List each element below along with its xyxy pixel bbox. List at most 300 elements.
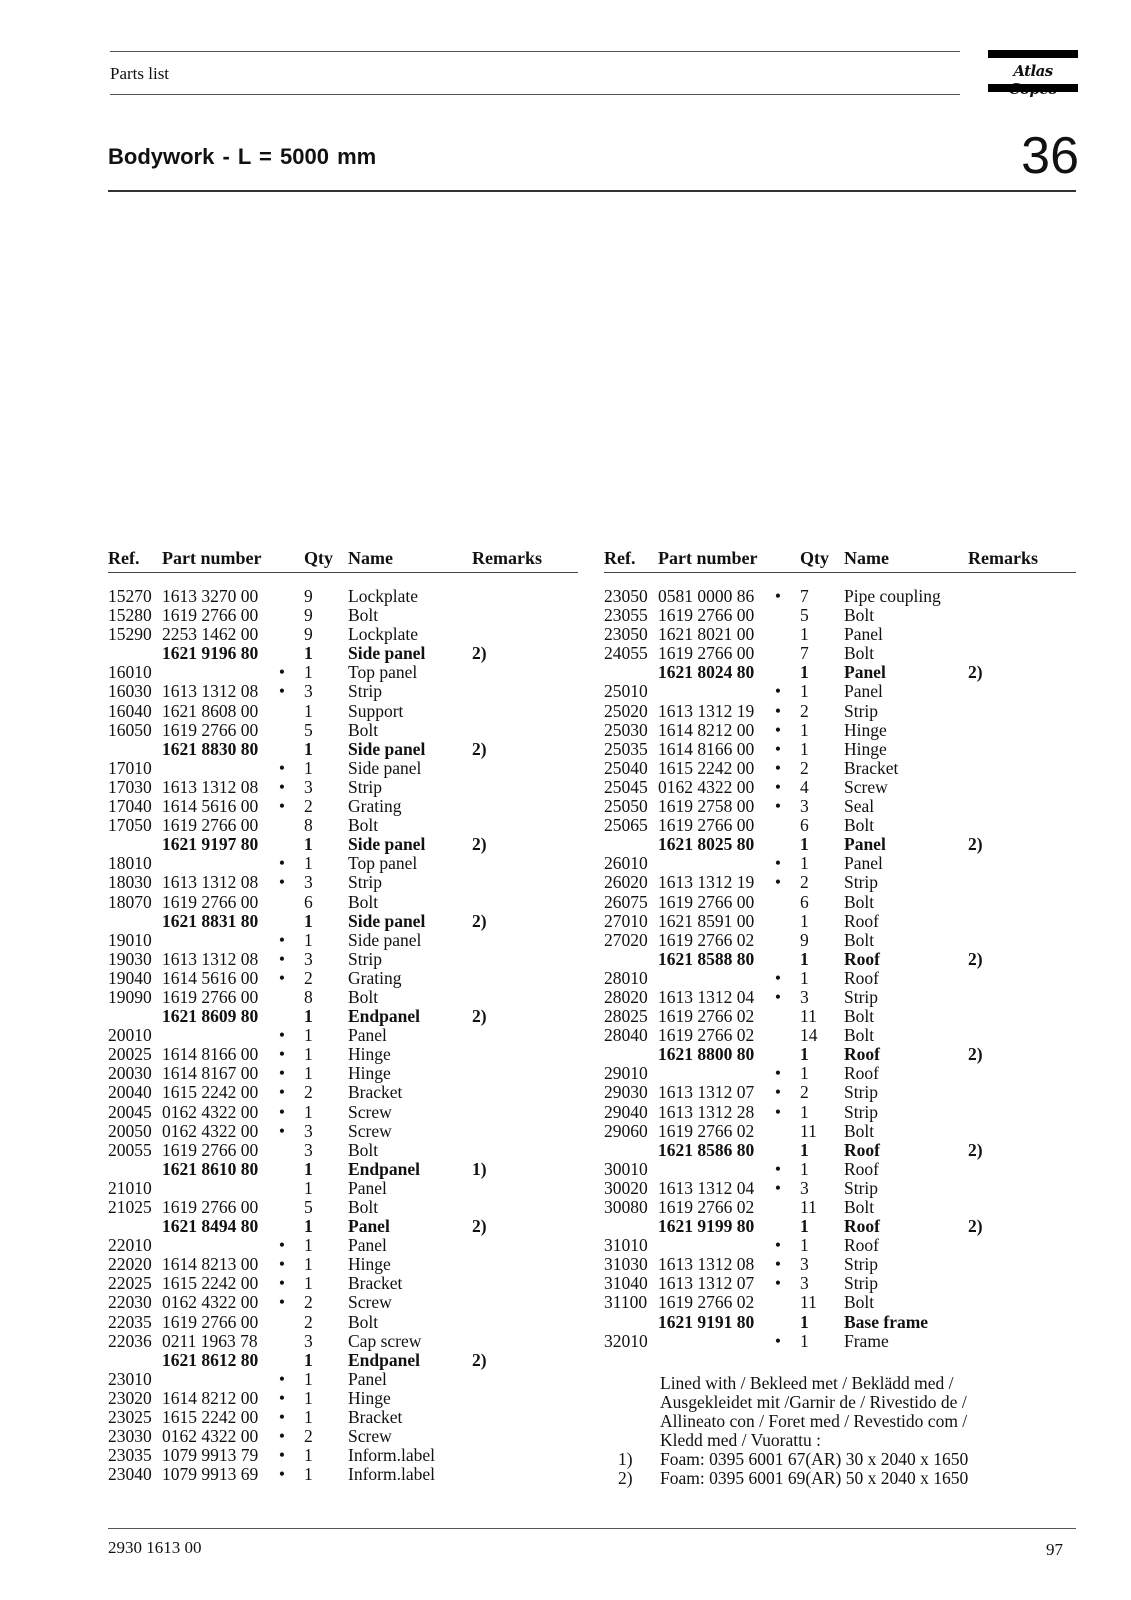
name-cell: Strip: [348, 872, 383, 893]
bullet-marker: •: [774, 1063, 782, 1084]
table-row: [604, 1064, 1076, 1083]
part-number-cell: 1619 2766 02: [658, 929, 755, 950]
qty-cell: 1: [304, 1349, 313, 1370]
table-header: [108, 548, 578, 572]
qty-cell: 2: [304, 796, 313, 817]
ref-cell: 31040: [604, 1273, 648, 1294]
part-number-cell: 1614 8166 00: [162, 1044, 259, 1065]
table-row: [604, 1007, 1076, 1026]
part-number-cell: 1619 2766 02: [658, 1120, 755, 1141]
assembly-row: [108, 835, 578, 854]
name-cell: Bolt: [348, 986, 379, 1007]
part-number-cell: 1614 8213 00: [162, 1254, 259, 1275]
name-cell: Inform.label: [348, 1464, 435, 1485]
qty-cell: 8: [304, 986, 313, 1007]
ref-cell: 23050: [604, 624, 648, 645]
table-row: [108, 1103, 578, 1122]
remarks-cell: 2): [968, 662, 983, 683]
ref-cell: 25010: [604, 681, 648, 702]
qty-cell: 3: [304, 948, 313, 969]
table-row: [108, 1236, 578, 1255]
part-number-cell: 0162 4322 00: [162, 1426, 259, 1447]
col-header-ref: Ref.: [108, 548, 140, 568]
table-row: [604, 873, 1076, 892]
part-number-cell: 1613 1312 08: [162, 872, 259, 893]
table-row: [604, 931, 1076, 950]
assembly-row: [604, 835, 1076, 854]
table-row: [604, 797, 1076, 816]
table-row: [108, 797, 578, 816]
table-row: [108, 1332, 578, 1351]
part-number-cell: 1619 2766 00: [162, 1197, 259, 1217]
table-row: [108, 1141, 578, 1160]
qty-cell: 6: [800, 891, 809, 912]
qty-cell: 1: [304, 662, 313, 683]
table-row: [108, 988, 578, 1007]
qty-cell: 1: [304, 1158, 313, 1179]
qty-cell: 1: [304, 1254, 313, 1275]
qty-cell: 3: [800, 1273, 809, 1294]
name-cell: Bolt: [348, 891, 379, 912]
bullet-marker: •: [278, 853, 286, 874]
qty-cell: 1: [304, 1235, 313, 1256]
table-row: [604, 1103, 1076, 1122]
qty-cell: 1: [800, 1216, 809, 1237]
bullet-marker: •: [774, 796, 782, 817]
qty-cell: 1: [800, 834, 809, 855]
table-row: [604, 625, 1076, 644]
qty-cell: 1: [304, 853, 313, 874]
qty-cell: 1: [800, 624, 809, 645]
remarks-cell: 2): [472, 910, 487, 931]
table-body: [108, 587, 578, 1484]
table-row: [108, 587, 578, 606]
qty-cell: 3: [304, 681, 313, 702]
bullet-marker: •: [278, 872, 286, 893]
qty-cell: 4: [800, 776, 809, 797]
name-cell: Strip: [844, 1273, 879, 1294]
ref-cell: 23010: [108, 1368, 152, 1389]
ref-cell: 23035: [108, 1445, 152, 1466]
ref-cell: 16050: [108, 719, 152, 740]
name-cell: Endpanel: [348, 1158, 420, 1179]
name-cell: Screw: [844, 776, 888, 797]
ref-cell: 31030: [604, 1254, 648, 1275]
name-cell: Frame: [844, 1330, 889, 1351]
part-number-cell: 1619 2766 00: [162, 815, 259, 836]
bullet-marker: •: [774, 681, 782, 702]
page-number: 97: [1046, 1540, 1063, 1559]
table-row: [604, 1083, 1076, 1102]
note-text: Lined with / Bekleed met / Beklädd med /: [660, 1373, 954, 1393]
ref-cell: 23025: [108, 1407, 152, 1428]
col-header-remarks: Remarks: [968, 548, 1038, 568]
part-number-cell: 1619 2766 00: [658, 605, 755, 626]
ref-cell: 31010: [604, 1235, 648, 1256]
part-number-cell: 1614 8166 00: [658, 738, 755, 759]
table-row: [108, 1293, 578, 1312]
name-cell: Cap screw: [348, 1330, 422, 1351]
part-number-cell: 1621 8609 80: [162, 1006, 259, 1027]
bullet-marker: •: [278, 1044, 286, 1065]
name-cell: Panel: [844, 662, 886, 683]
parts-table-left: [108, 548, 578, 1484]
part-number-cell: 1621 8830 80: [162, 738, 259, 759]
ref-cell: 25020: [604, 700, 648, 721]
bullet-marker: •: [774, 1235, 782, 1256]
qty-cell: 1: [800, 1235, 809, 1256]
table-row: [108, 1274, 578, 1293]
table-row: [604, 606, 1076, 625]
table-row: [604, 587, 1076, 606]
bullet-marker: •: [278, 796, 286, 817]
name-cell: Bolt: [348, 605, 379, 626]
ref-cell: 22010: [108, 1235, 152, 1256]
name-cell: Bolt: [844, 605, 875, 626]
ref-cell: 28040: [604, 1025, 648, 1046]
remarks-cell: 2): [472, 738, 487, 759]
name-cell: Strip: [348, 776, 383, 797]
table-body: [604, 587, 1076, 1351]
name-cell: Screw: [348, 1426, 392, 1447]
ref-cell: 23040: [108, 1464, 152, 1485]
name-cell: Bolt: [348, 1139, 379, 1160]
table-row: [108, 854, 578, 873]
table-header-rule: [108, 572, 578, 573]
bullet-marker: •: [774, 1082, 782, 1103]
bullet-marker: •: [278, 1063, 286, 1084]
ref-cell: 28025: [604, 1006, 648, 1027]
qty-cell: 9: [800, 929, 809, 950]
qty-cell: 1: [304, 929, 313, 950]
bullet-marker: •: [774, 700, 782, 721]
qty-cell: 2: [800, 1082, 809, 1103]
part-number-cell: 1619 2766 02: [658, 1006, 755, 1027]
qty-cell: 7: [800, 586, 809, 606]
part-number-cell: 1621 8612 80: [162, 1349, 259, 1370]
table-row: [108, 1122, 578, 1141]
qty-cell: 1: [800, 738, 809, 759]
part-number-cell: 1613 1312 28: [658, 1101, 755, 1122]
name-cell: Bracket: [348, 1082, 403, 1103]
bullet-marker: •: [278, 681, 286, 702]
qty-cell: 9: [304, 605, 313, 626]
assembly-row: [604, 663, 1076, 682]
qty-cell: 1: [304, 1006, 313, 1027]
part-number-cell: 1613 1312 19: [658, 872, 755, 893]
table-header-rule: [604, 572, 1076, 573]
name-cell: Strip: [844, 700, 879, 721]
part-number-cell: 1614 8167 00: [162, 1063, 259, 1084]
name-cell: Strip: [844, 1177, 879, 1198]
name-cell: Roof: [844, 967, 879, 988]
qty-cell: 6: [304, 891, 313, 912]
qty-cell: 8: [304, 815, 313, 836]
table-row: [108, 969, 578, 988]
name-cell: Strip: [844, 1082, 879, 1103]
ref-cell: 20045: [108, 1101, 152, 1122]
bullet-marker: •: [278, 757, 286, 778]
part-number-cell: 1619 2766 00: [162, 719, 259, 740]
remarks-cell: 2): [968, 1139, 983, 1160]
ref-cell: 20010: [108, 1025, 152, 1046]
table-row: [604, 912, 1076, 931]
table-row: [108, 1389, 578, 1408]
qty-cell: 3: [800, 1254, 809, 1275]
name-cell: Roof: [844, 948, 880, 969]
qty-cell: 3: [304, 776, 313, 797]
qty-cell: 2: [304, 1292, 313, 1313]
name-cell: Bolt: [844, 1025, 875, 1046]
ref-cell: 19030: [108, 948, 152, 969]
ref-cell: 26010: [604, 853, 648, 874]
ref-cell: 17040: [108, 796, 152, 817]
name-cell: Bolt: [348, 1311, 379, 1332]
qty-cell: 1: [800, 948, 809, 969]
part-number-cell: 1613 1312 08: [162, 681, 259, 702]
qty-cell: 11: [800, 1197, 817, 1217]
table-row: [108, 721, 578, 740]
bullet-marker: •: [278, 1082, 286, 1103]
qty-cell: 3: [304, 872, 313, 893]
name-cell: Seal: [844, 796, 875, 817]
table-row: [108, 1313, 578, 1332]
table-row: [108, 931, 578, 950]
bullet-marker: •: [774, 719, 782, 740]
qty-cell: 1: [304, 1177, 313, 1198]
name-cell: Pipe coupling: [844, 586, 941, 606]
note-text: Ausgekleidet mit /Garnir de / Rivestido de /: [660, 1392, 967, 1412]
table-header: [604, 548, 1076, 572]
name-cell: Inform.label: [348, 1445, 435, 1466]
qty-cell: 1: [304, 1101, 313, 1122]
name-cell: Strip: [844, 1101, 879, 1122]
name-cell: Endpanel: [348, 1006, 420, 1027]
ref-cell: 20040: [108, 1082, 152, 1103]
qty-cell: 1: [800, 1063, 809, 1084]
qty-cell: 1: [800, 662, 809, 683]
ref-cell: 19090: [108, 986, 152, 1007]
bullet-marker: •: [774, 853, 782, 874]
name-cell: Top panel: [348, 662, 418, 683]
ref-cell: 25065: [604, 815, 648, 836]
table-row: [604, 1026, 1076, 1045]
bullet-marker: •: [278, 929, 286, 950]
ref-cell: 24055: [604, 643, 648, 664]
bullet-marker: •: [774, 1158, 782, 1179]
name-cell: Bolt: [844, 815, 875, 836]
ref-cell: 23030: [108, 1426, 152, 1447]
qty-cell: 3: [800, 1177, 809, 1198]
part-number-cell: 1621 8608 00: [162, 700, 259, 721]
qty-cell: 1: [304, 1273, 313, 1294]
bullet-marker: •: [278, 1254, 286, 1275]
name-cell: Side panel: [348, 738, 426, 759]
qty-cell: 2: [304, 1082, 313, 1103]
name-cell: Base frame: [844, 1311, 929, 1332]
part-number-cell: 1619 2766 00: [162, 986, 259, 1007]
ref-cell: 30080: [604, 1197, 648, 1217]
table-row: [604, 988, 1076, 1007]
remarks-cell: 1): [472, 1158, 487, 1179]
ref-cell: 25050: [604, 796, 648, 817]
footnote-mark: 2): [618, 1468, 633, 1488]
name-cell: Panel: [348, 1235, 387, 1256]
ref-cell: 20025: [108, 1044, 152, 1065]
part-number-cell: 1619 2766 02: [658, 1197, 755, 1217]
table-row: [108, 663, 578, 682]
name-cell: Strip: [844, 872, 879, 893]
name-cell: Strip: [348, 681, 383, 702]
name-cell: Side panel: [348, 757, 422, 778]
part-number-cell: 1621 9196 80: [162, 643, 259, 664]
ref-cell: 25030: [604, 719, 648, 740]
bullet-marker: •: [774, 1330, 782, 1351]
remarks-cell: 2): [472, 1006, 487, 1027]
bullet-marker: •: [278, 1235, 286, 1256]
assembly-row: [604, 1141, 1076, 1160]
table-row: [604, 816, 1076, 835]
ref-cell: 18070: [108, 891, 152, 912]
table-row: [108, 702, 578, 721]
part-number-cell: 1619 2766 00: [162, 1311, 259, 1332]
bullet-marker: •: [278, 1025, 286, 1046]
table-row: [108, 1370, 578, 1389]
part-number-cell: 1621 8588 80: [658, 948, 755, 969]
table-row: [108, 950, 578, 969]
part-number-cell: 0162 4322 00: [162, 1292, 259, 1313]
table-row: [108, 1446, 578, 1465]
ref-cell: 16010: [108, 662, 152, 683]
table-row: [604, 893, 1076, 912]
table-row: [604, 740, 1076, 759]
ref-cell: 25040: [604, 757, 648, 778]
ref-cell: 17030: [108, 776, 152, 797]
name-cell: Roof: [844, 1158, 879, 1179]
bullet-marker: •: [774, 586, 782, 606]
bullet-marker: •: [278, 967, 286, 988]
name-cell: Side panel: [348, 910, 426, 931]
bullet-marker: •: [774, 757, 782, 778]
part-number-cell: 1614 8212 00: [162, 1387, 259, 1408]
bullet-marker: •: [278, 662, 286, 683]
table-row: [108, 1179, 578, 1198]
ref-cell: 30010: [604, 1158, 648, 1179]
qty-cell: 3: [800, 796, 809, 817]
qty-cell: 2: [304, 967, 313, 988]
assembly-row: [108, 644, 578, 663]
name-cell: Side panel: [348, 929, 422, 950]
part-number-cell: 0211 1963 78: [162, 1330, 258, 1351]
name-cell: Panel: [348, 1216, 390, 1237]
part-number-cell: 1619 2766 00: [658, 815, 755, 836]
name-cell: Panel: [844, 624, 883, 645]
name-cell: Bolt: [844, 1006, 875, 1027]
ref-cell: 28020: [604, 986, 648, 1007]
bullet-marker: •: [774, 738, 782, 759]
bullet-marker: •: [278, 1387, 286, 1408]
ref-cell: 30020: [604, 1177, 648, 1198]
qty-cell: 11: [800, 1120, 817, 1141]
qty-cell: 1: [800, 1158, 809, 1179]
note-text: Kledd med / Vuorattu :: [660, 1430, 821, 1450]
ref-cell: 27020: [604, 929, 648, 950]
assembly-row: [604, 1313, 1076, 1332]
qty-cell: 5: [304, 719, 313, 740]
name-cell: Hinge: [348, 1044, 391, 1065]
part-number-cell: 0162 4322 00: [162, 1120, 259, 1141]
footnote-mark: 1): [618, 1449, 633, 1469]
qty-cell: 1: [800, 1101, 809, 1122]
qty-cell: 1: [304, 738, 313, 759]
table-row: [108, 1083, 578, 1102]
qty-cell: 7: [800, 643, 809, 664]
qty-cell: 1: [800, 1311, 809, 1332]
part-number-cell: 1621 8025 80: [658, 834, 755, 855]
ref-cell: 28010: [604, 967, 648, 988]
bullet-marker: •: [774, 1101, 782, 1122]
name-cell: Bracket: [844, 757, 899, 778]
parts-table-right: [604, 548, 1076, 1351]
name-cell: Strip: [844, 1254, 879, 1275]
table-row: [108, 816, 578, 835]
part-number-cell: 1619 2766 02: [658, 1025, 755, 1046]
ref-cell: 21010: [108, 1177, 152, 1198]
qty-cell: 3: [304, 1120, 313, 1141]
qty-cell: 1: [304, 1368, 313, 1389]
name-cell: Bracket: [348, 1407, 403, 1428]
name-cell: Roof: [844, 1216, 880, 1237]
name-cell: Bolt: [348, 815, 379, 836]
page-title: Bodywork - L = 5000 mm: [108, 144, 377, 169]
qty-cell: 6: [800, 815, 809, 836]
table-row: [604, 1293, 1076, 1312]
part-number-cell: 1621 9197 80: [162, 834, 259, 855]
name-cell: Roof: [844, 910, 879, 931]
part-number-cell: 1614 5616 00: [162, 967, 259, 988]
qty-cell: 5: [800, 605, 809, 626]
table-row: [108, 625, 578, 644]
part-number-cell: 1613 1312 08: [658, 1254, 755, 1275]
name-cell: Bracket: [348, 1273, 403, 1294]
remarks-cell: 2): [968, 834, 983, 855]
qty-cell: 3: [304, 1139, 313, 1160]
ref-cell: 15270: [108, 586, 152, 606]
footnote-text: Foam: 0395 6001 69(AR) 50 x 2040 x 1650: [660, 1468, 969, 1488]
name-cell: Bolt: [348, 1197, 379, 1217]
qty-cell: 11: [800, 1006, 817, 1027]
bullet-marker: •: [774, 872, 782, 893]
part-number-cell: 1621 8800 80: [658, 1044, 755, 1065]
name-cell: Hinge: [348, 1387, 391, 1408]
table-row: [604, 644, 1076, 663]
qty-cell: 1: [304, 643, 313, 664]
qty-cell: 3: [800, 986, 809, 1007]
qty-cell: 1: [800, 1044, 809, 1065]
qty-cell: 1: [800, 681, 809, 702]
ref-cell: 15290: [108, 624, 152, 645]
ref-cell: 29060: [604, 1120, 648, 1141]
part-number-cell: 1619 2766 00: [658, 643, 755, 664]
name-cell: Panel: [348, 1368, 387, 1389]
ref-cell: 22020: [108, 1254, 152, 1275]
name-cell: Panel: [348, 1025, 387, 1046]
name-cell: Bolt: [844, 1197, 875, 1217]
col-header-qty: Qty: [304, 548, 333, 568]
bullet-marker: •: [278, 776, 286, 797]
ref-cell: 15280: [108, 605, 152, 626]
col-header-remarks: Remarks: [472, 548, 542, 568]
